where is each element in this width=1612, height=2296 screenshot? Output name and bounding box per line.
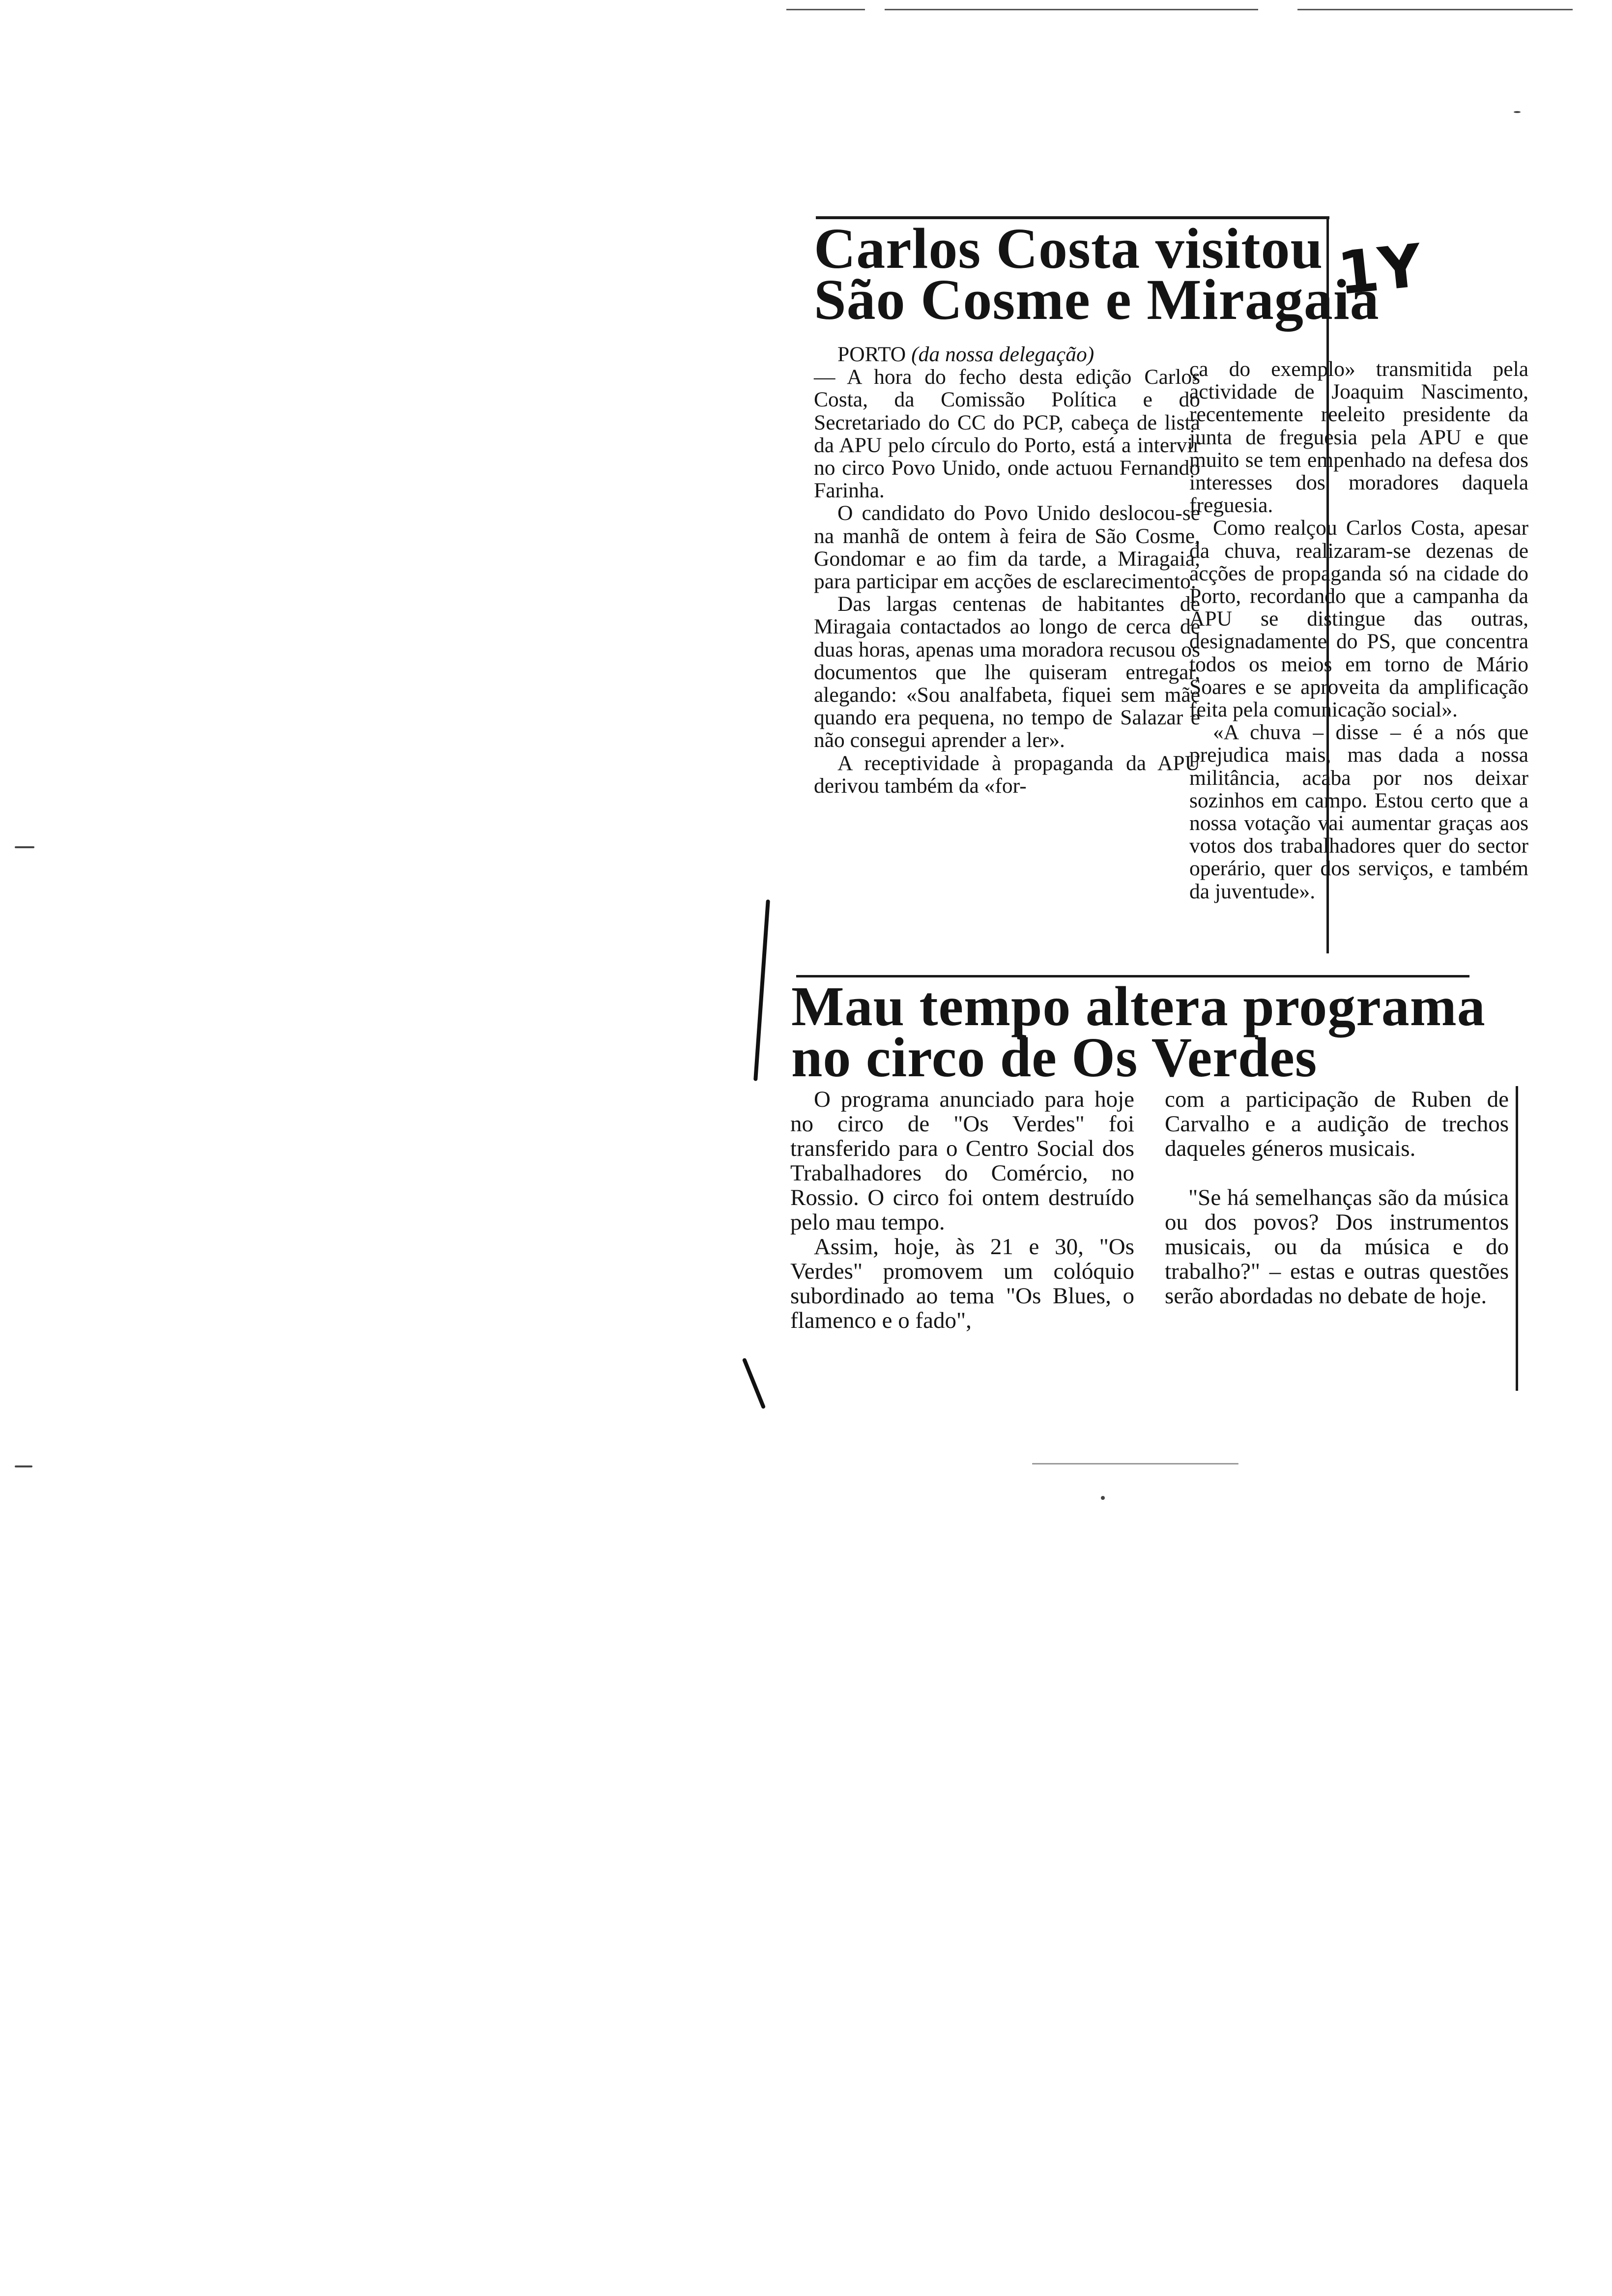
speck: [1032, 1463, 1238, 1464]
article1-paragraph: — A hora do fecho desta edição Carlos Costa, da Comissão Política e do Secretariado do CC do PCP, cabeça de lista da APU pelo círculo do Porto, está a intervir no circo Povo Unido, onde actuou Fernando Farinha.: [814, 365, 1200, 503]
dateline-place: PORTO: [837, 343, 906, 366]
article1-headline-line2: São Cosme e Miragaia: [814, 267, 1380, 332]
article1-paragraph: Como realçou Carlos Costa, apesar da chuva, realizaram-se dezenas de acções de propaganda só na cidade do Porto, recordando que a campanha da APU se distingue das outras, designadamente do PS, que concentra todos os meios em torno de Mário Soares e se aproveita da amplificação feita pela comunicação social».: [1189, 516, 1528, 722]
right-border-lower: [1516, 1086, 1518, 1391]
article1-column-2-text: [1189, 358, 1528, 903]
speck: [15, 1465, 32, 1467]
article2-paragraph: Assim, hoje, às 21 e 30, "Os Verdes" promovem um colóquio subordinado ao tema "Os Blues, o flamenco e o fado",: [790, 1234, 1134, 1333]
article2-headline-line1: Mau tempo altera programa: [791, 975, 1486, 1037]
article2-headline: [791, 975, 1486, 1089]
article1-paragraph: «A chuva – disse – é a nós que prejudica mais, mas dada a nossa militância, acaba por nos deixar sozinhos em campo. Estou certo que a nossa votação vai aumentar graças aos votos dos trabalhadores quer do sector operário, quer dos serviços, e também da juventude».: [1189, 720, 1528, 903]
article1-headline: [814, 216, 1380, 332]
article2-headline-line2: no circo de Os Verdes: [791, 1026, 1318, 1089]
dateline-source: (da nossa delegação): [911, 343, 1094, 366]
article2-paragraph: com a participação de Ruben de Carvalho e a audição de trechos daqueles géneros musicais.: [1165, 1087, 1509, 1161]
article1-paragraph: A receptividade à propaganda da APU derivou também da «for-: [814, 751, 1200, 798]
article1-paragraph: Das largas centenas de habitantes de Miragaia contactados ao longo de cerca de duas horas, apenas uma moradora recusou os documentos que lhe quiseram entregar, alegando: «Sou analfabeta, fiquei sem mãe quando era pequena, no tempo de Salazar e não consegui aprender a ler».: [814, 592, 1200, 752]
speck: [1514, 111, 1521, 113]
article1-paragraph: ça do exemplo» transmitida pela actividade de Joaquim Nascimento, recentemente reeleito presidente da junta de freguesia pela APU e que muito se tem empenhado na defesa dos interesses dos moradores daquela freguesia.: [1189, 357, 1528, 517]
article2-column-1: [790, 1087, 1134, 1333]
article2-column-2: [1165, 1087, 1509, 1308]
speck: [1101, 1496, 1105, 1500]
article2-paragraph: O programa anunciado para hoje no circo de "Os Verdes" foi transferido para o Centro Social dos Trabalhadores do Comércio, no Rossio. O circo foi ontem destruído pelo mau tempo.: [790, 1087, 1134, 1235]
marginal-pen-stroke: [742, 1358, 766, 1409]
scan-edge-line: [1297, 9, 1573, 10]
article1-dateline: [814, 343, 1200, 366]
article1-column-1: [814, 343, 1200, 797]
speck: [15, 846, 34, 848]
scan-edge-line: [786, 9, 865, 10]
article1-paragraph: O candidato do Povo Unido deslocou-se na manhã de ontem à feira de São Cosme, Gondomar e ao fim da tarde, a Miragaia, para participar em acções de esclarecimento.: [814, 501, 1200, 594]
handwritten-mark: 1Y: [1334, 231, 1425, 309]
article1-headline-line1: Carlos Costa visitou: [814, 216, 1324, 281]
marginal-pen-stroke: [753, 899, 770, 1081]
article2-paragraph: "Se há semelhanças são da música ou dos povos? Dos instrumentos musicais, ou da música e do trabalho?" – estas e outras questões serão abordadas no debate de hoje.: [1165, 1185, 1509, 1309]
scan-edge-line: [885, 9, 1258, 10]
